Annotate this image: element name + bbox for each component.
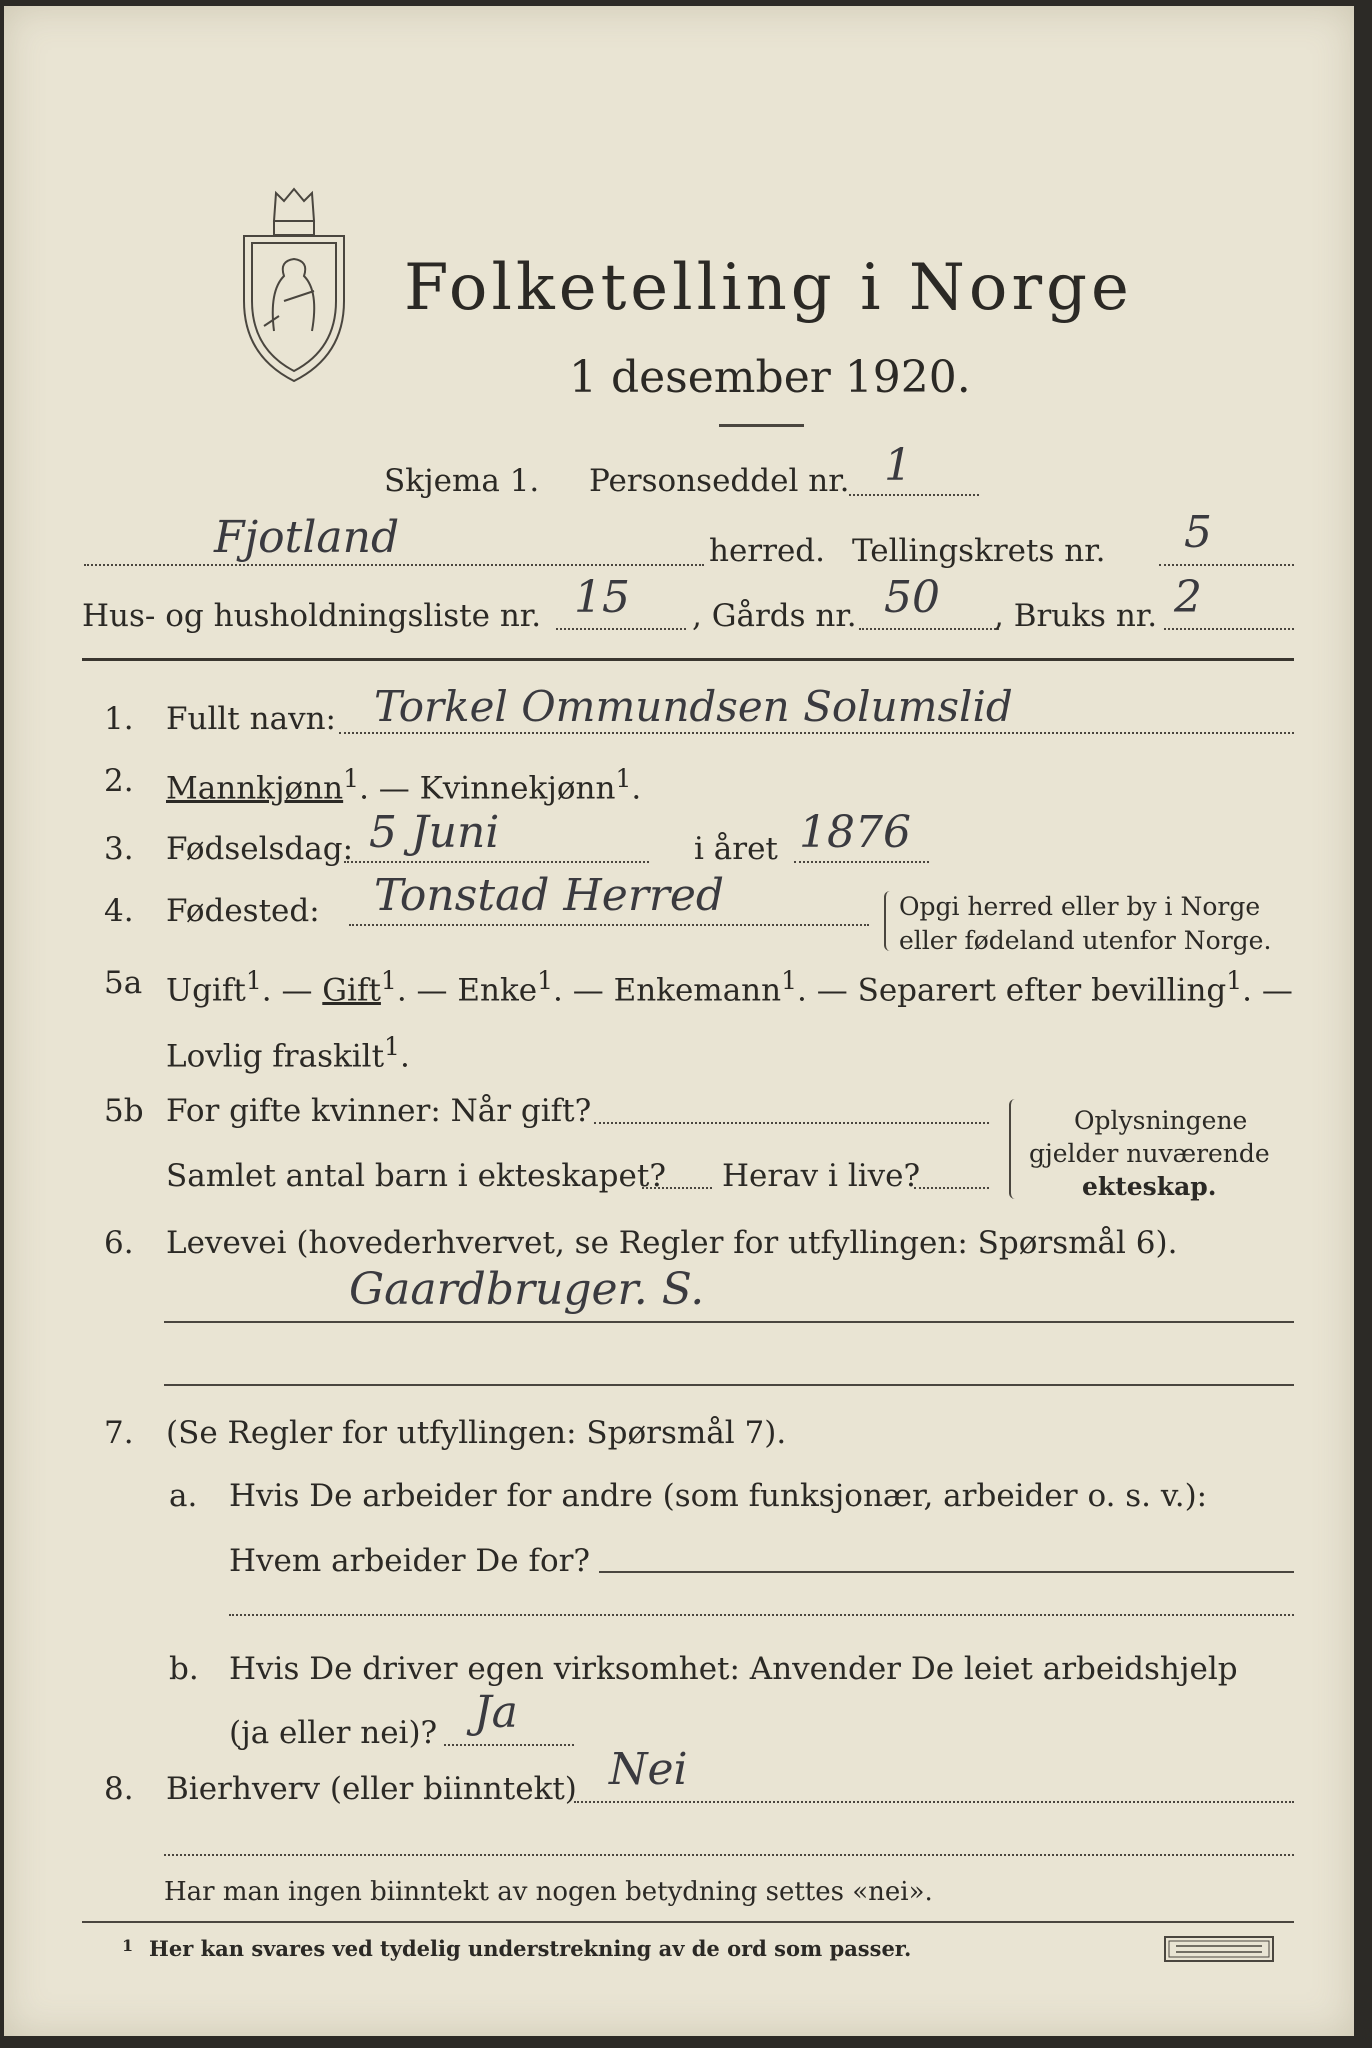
marriage-note-line1: Oplysningene: [1074, 1106, 1248, 1135]
q3-number: 3.: [104, 831, 134, 867]
birth-date-label: Fødselsdag:: [166, 831, 354, 867]
q2-number: 2.: [104, 763, 134, 799]
tellingskrets-value: 5: [1184, 507, 1212, 558]
bruks-field-line: [1164, 628, 1294, 630]
norwegian-coat-of-arms-icon: [234, 181, 354, 391]
birthplace-note-brace: [884, 891, 894, 951]
birthplace-field-line: [349, 924, 869, 926]
herred-value: Fjotland: [214, 512, 400, 563]
footer-rule: [82, 1921, 1294, 1923]
tellingskrets-field-line: [1159, 564, 1294, 566]
herred-label: herred.: [709, 533, 825, 569]
employer-field-line-1: [599, 1571, 1294, 1573]
skjema-label: Skjema 1.: [384, 463, 540, 499]
marriage-note-brace: [1009, 1099, 1019, 1199]
marital-married-option: Gift: [322, 972, 381, 1009]
q5b-number: 5b: [104, 1093, 144, 1129]
birthplace-note-line1: Opgi herred eller by i Norge: [899, 892, 1261, 921]
children-alive-field-line: [914, 1187, 989, 1189]
married-when-field-line: [594, 1122, 989, 1124]
q8-number: 8.: [104, 1771, 134, 1807]
occupation-field-line-2: [164, 1384, 1294, 1386]
birthplace-note-line2: eller fødeland utenfor Norge.: [899, 926, 1272, 955]
bruks-label: , Bruks nr.: [994, 598, 1158, 634]
birth-date-value: 5 Juni: [369, 807, 500, 858]
bruks-value: 2: [1174, 572, 1202, 623]
birth-year-value: 1876: [799, 807, 911, 858]
hus-value: 15: [574, 572, 630, 623]
hus-label: Hus- og husholdningsliste nr.: [82, 598, 542, 634]
marriage-note-line3: ekteskap.: [1082, 1172, 1217, 1201]
birth-year-label: i året: [694, 831, 778, 867]
married-when-label: For gifte kvinner: Når gift?: [166, 1093, 592, 1129]
birthplace-value: Tonstad Herred: [374, 870, 725, 921]
q1-number: 1.: [104, 701, 134, 737]
q7-number: 7.: [104, 1415, 134, 1451]
tellingskrets-label: Tellingskrets nr.: [852, 533, 1106, 569]
marital-status-line: Ugift$^1$. — Gift$^1$. — Enke$^1$. — Enkemann$^1$. — Separert efter bevilling$^1$. —: [166, 966, 1293, 1009]
children-total-label: Samlet antal barn i ekteskapet?: [166, 1158, 666, 1194]
occupation-value: Gaardbruger. S.: [349, 1264, 705, 1315]
occupation-label: Levevei (hovederhvervet, se Regler for utfyllingen: Spørsmål 6).: [166, 1225, 1178, 1261]
census-date: 1 desember 1920.: [569, 352, 971, 403]
q7b-letter: b.: [169, 1651, 199, 1687]
footnote-mark: 1: [122, 1936, 134, 1955]
sex-male-option: Mannkjønn: [166, 770, 344, 807]
hus-field-line: [556, 628, 686, 630]
children-total-field-line: [642, 1187, 712, 1189]
printer-stamp-icon: [1164, 1936, 1274, 1962]
birth-date-field-line: [344, 861, 649, 863]
hired-help-label: (ja eller nei)?: [229, 1715, 438, 1751]
q7-label: (Se Regler for utfyllingen: Spørsmål 7).: [166, 1415, 787, 1451]
birthplace-label: Fødested:: [166, 893, 320, 929]
marital-divorced-line: Lovlig fraskilt$^1$.: [166, 1032, 410, 1075]
herred-field-line: [84, 564, 704, 566]
gards-field-line: [859, 628, 999, 630]
census-form-sheet: [4, 6, 1354, 2036]
personseddel-value: 1: [884, 440, 912, 491]
employer-field-line-2: [229, 1614, 1294, 1616]
hired-help-field-line: [444, 1744, 574, 1746]
side-income-label: Bierhverv (eller biinntekt): [166, 1771, 577, 1807]
side-income-note: Har man ingen biinntekt av nogen betydning settes «nei».: [164, 1877, 933, 1907]
side-income-field-line-2: [164, 1854, 1294, 1856]
q6-number: 6.: [104, 1225, 134, 1261]
hired-help-value: Ja: [474, 1687, 518, 1738]
title-divider: [719, 424, 804, 427]
form-title: Folketelling i Norge: [404, 251, 1133, 325]
gards-label: , Gårds nr.: [692, 598, 857, 634]
header-rule: [82, 658, 1294, 661]
full-name-label: Fullt navn:: [166, 701, 336, 737]
full-name-field-line: [339, 732, 1294, 734]
q5a-number: 5a: [104, 965, 143, 1001]
side-income-field-line: [574, 1801, 1294, 1803]
sex-line: Mannkjønn$^1$. — Kvinnekjønn$^1$.: [166, 764, 642, 807]
birth-year-field-line: [794, 861, 929, 863]
footnote-text: Her kan svares ved tydelig understrekning av de ord som passer.: [149, 1936, 912, 1961]
personseddel-label: Personseddel nr.: [589, 463, 850, 499]
personseddel-field-line: [849, 494, 979, 496]
occupation-field-line-1: [164, 1321, 1294, 1323]
marriage-note-line2: gjelder nuværende: [1029, 1139, 1270, 1168]
gards-value: 50: [884, 572, 940, 623]
q7a-question: Hvis De arbeider for andre (som funksjonær, arbeider o. s. v.):: [229, 1478, 1208, 1514]
full-name-value: Torkel Ommundsen Solumslid: [374, 682, 1013, 731]
q4-number: 4.: [104, 893, 134, 929]
employer-label: Hvem arbeider De for?: [229, 1543, 591, 1579]
children-alive-label: Herav i live?: [722, 1158, 921, 1194]
q7b-question: Hvis De driver egen virksomhet: Anvender De leiet arbeidshjelp: [229, 1651, 1238, 1687]
q7a-letter: a.: [169, 1478, 198, 1514]
sex-female-option: Kvinnekjønn: [419, 770, 616, 807]
side-income-value: Nei: [609, 1744, 688, 1795]
